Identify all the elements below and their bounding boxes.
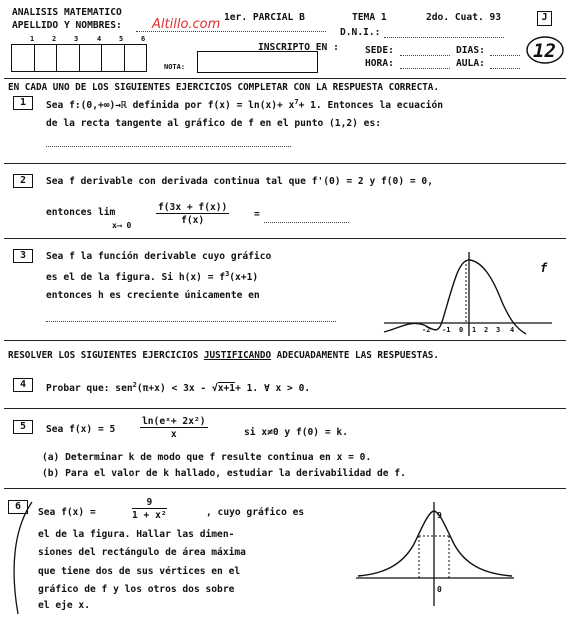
ex5-condition: si x≠0 y f(0) = k.	[244, 427, 348, 438]
ex6-line4: que tiene dos de sus vértices en el	[38, 566, 241, 577]
exercise-3-number: 3	[13, 249, 33, 263]
sede-line	[400, 55, 450, 56]
ex3-tick-label: -2	[422, 326, 431, 334]
name-line	[136, 31, 326, 32]
ex6-prefix: Sea f(x) =	[38, 507, 96, 518]
grid-number: 4	[97, 35, 102, 43]
aula-label: AULA:	[456, 58, 485, 69]
name-label: APELLIDO Y NOMBRES:	[12, 20, 122, 31]
grid-cell	[35, 45, 58, 71]
exercise-1-number: 1	[13, 96, 33, 110]
sede-label: SEDE:	[365, 45, 394, 56]
ex5-item-b: (b) Para el valor de k hallado, estudiar la derivabilidad de f.	[42, 468, 406, 479]
ex3-tick-label: -1	[442, 326, 451, 334]
exercise-4-number: 4	[13, 378, 33, 392]
grid-number: 1	[30, 35, 35, 43]
period-label: 2do. Cuat. 93	[426, 12, 502, 23]
ex2-fraction	[156, 202, 229, 226]
ex5-item-a: (a) Determinar k de modo que f resulte continua en x = 0.	[42, 452, 372, 463]
ex3-tick-label: 4	[510, 326, 515, 334]
ex5-prefix: Sea f(x) = 5	[46, 424, 116, 435]
inscripto-label: INSCRIPTO EN :	[258, 42, 339, 53]
ex6-graph-origin-label: 0	[437, 585, 442, 594]
ex3-line1: Sea f la función derivable cuyo gráfico	[46, 251, 272, 262]
ex4-text: Probar que: sen$^2$(π+x) < 3x - √x+1+ 1. ∀ x > 0.	[46, 381, 311, 395]
ex6-graph	[352, 494, 518, 612]
nota-label: NOTA:	[164, 63, 186, 71]
ex1-line1: Sea f:(0,+∞)→ℝ definida por $f(x) = \ln(x)+ x^7+ 1$. Entonces la ecuación	[46, 98, 443, 112]
hora-label: HORA:	[365, 58, 394, 69]
grid-number: 5	[119, 35, 124, 43]
ex6-line3: siones del rectángulo de área máxima	[38, 547, 246, 558]
grid-cell	[80, 45, 103, 71]
ex3-line2: es el de la figura. Si $h(x) = f^3(x+1)$	[46, 270, 259, 284]
divider	[4, 238, 566, 239]
ex1-line2: de la recta tangente al gráfico de f en el punto (1,2) es:	[46, 118, 382, 129]
grid-cell	[125, 45, 147, 71]
grid-cell	[57, 45, 80, 71]
grid-number: 6	[141, 35, 146, 43]
section1-title: EN CADA UNO DE LOS SIGUIENTES EJERCICIOS COMPLETAR CON LA RESPUESTA CORRECTA.	[8, 82, 439, 93]
ex6-line2: el de la figura. Hallar las dimen-	[38, 529, 235, 540]
ex2-prefix: entonces lim	[46, 207, 116, 218]
exercise-5-number: 5	[13, 420, 33, 434]
ex2-limit-sub: x⟶ 0	[112, 221, 132, 230]
ex5-numerator: ln(eˣ+ 2x²)	[142, 416, 206, 427]
ex3-tick-label: 3	[496, 326, 501, 334]
grade-text: 12	[533, 40, 556, 62]
ex6-numerator: 9	[132, 497, 167, 509]
ex3-tick-label: 1	[472, 326, 477, 334]
ex2-denominator: f(x)	[181, 215, 205, 226]
grid-number: 2	[52, 35, 57, 43]
subject-title: ANALISIS MATEMATICO	[12, 7, 122, 18]
divider	[4, 163, 566, 164]
hora-line	[400, 68, 450, 69]
dias-line	[490, 55, 520, 56]
divider	[4, 488, 566, 489]
exercise-2-number: 2	[13, 174, 33, 188]
section2-title: RESOLVER LOS SIGUIENTES EJERCICIOS JUSTIFICANDO ADECUADAMENTE LAS RESPUESTAS.	[8, 350, 439, 361]
ex6-graph-peak-label: 9	[437, 511, 442, 520]
grade-circle	[524, 34, 566, 66]
divider	[4, 78, 566, 79]
aula-line	[490, 68, 520, 69]
grid-number: 3	[74, 35, 79, 43]
ex6-suffix: , cuyo gráfico es	[206, 507, 305, 518]
ex3-answer-line	[46, 321, 336, 322]
dias-label: DIAS:	[456, 45, 485, 56]
ex3-tick-label: 2	[484, 326, 489, 334]
ex3-graph	[370, 246, 566, 338]
ex5-denominator: x	[170, 429, 177, 440]
tema-label: TEMA 1	[352, 12, 387, 23]
answer-grid	[11, 44, 147, 72]
tema-box: J	[537, 11, 552, 26]
grid-cell	[102, 45, 125, 71]
ex5-fraction	[140, 416, 208, 440]
ex2-answer-line	[264, 222, 349, 223]
ex6-line6: el eje x.	[38, 600, 90, 611]
divider	[4, 340, 566, 341]
ex2-equals: =	[254, 209, 260, 220]
nota-box	[197, 51, 318, 73]
ex2-numerator: f(3x + f(x))	[158, 202, 228, 213]
dni-line	[384, 37, 504, 38]
grid-cell	[12, 45, 35, 71]
watermark: Altillo.com	[152, 17, 221, 32]
ex3-graph-f-label: f	[540, 261, 548, 275]
ex6-bracket	[6, 498, 36, 618]
divider	[4, 408, 566, 409]
ex6-line5: gráfico de f y los otros dos sobre	[38, 584, 235, 595]
ex1-answer-line	[46, 146, 291, 147]
ex2-line1: Sea f derivable con derivada continua tal que f'(0) = 2 y f(0) = 0,	[46, 176, 433, 187]
ex3-tick-label: 0	[459, 326, 464, 334]
dni-label: D.N.I.:	[340, 27, 381, 38]
ex6-fraction	[132, 497, 167, 521]
exercise-6-number: 6	[8, 500, 28, 514]
exam-title: 1er. PARCIAL B	[224, 12, 305, 23]
ex3-line3: entonces h es creciente únicamente en	[46, 290, 260, 301]
ex6-denominator: 1 + x²	[132, 510, 167, 521]
